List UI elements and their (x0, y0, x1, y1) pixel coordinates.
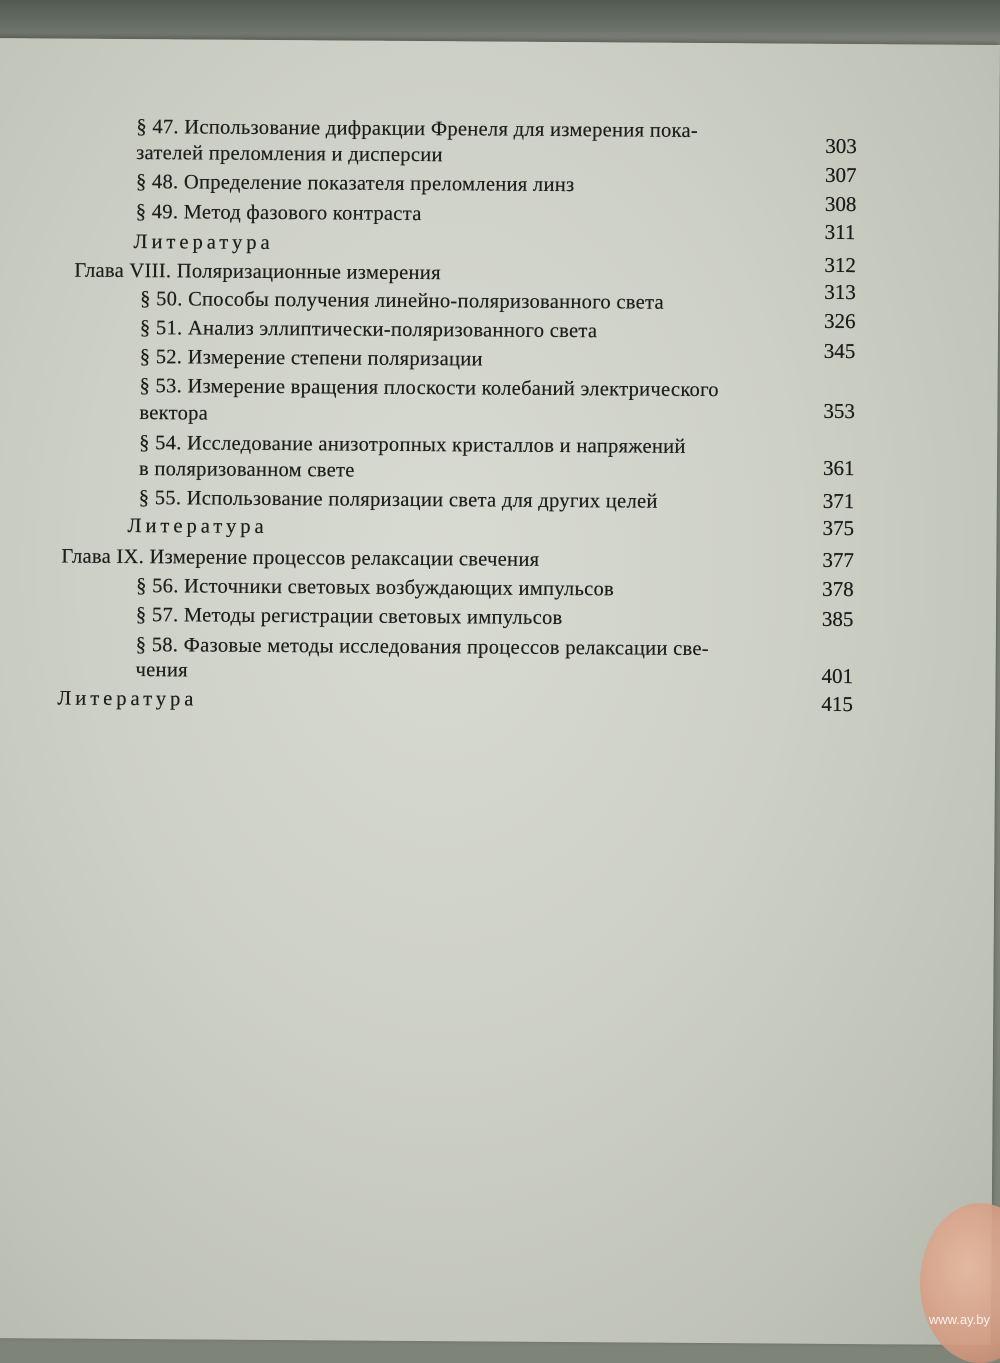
toc-entry-text: § 57. Методы регистрации световых импульсов (135, 604, 563, 630)
toc-entry-text: § 50. Способы получения линейно-поляризованного света (140, 288, 665, 314)
toc-entry-text: зателей преломления и дисперсии (136, 142, 443, 167)
toc-entry-47 (136, 115, 816, 144)
toc-entry-text: § 47. Использование дифракции Френеля для измерения пока- (136, 116, 699, 142)
site-watermark: www.ay.by (928, 1312, 990, 1327)
toc-page-number: 385 (821, 606, 854, 632)
toc-page-number: 345 (823, 338, 856, 364)
toc-page-number: 415 (821, 691, 853, 717)
toc-page-number: 401 (821, 663, 854, 689)
toc-entry-text: § 49. Метод фазового контраста (135, 201, 422, 226)
toc-entry-47-cont (136, 141, 443, 167)
toc-entry-text: § 48. Определение показателя преломления линз (135, 171, 575, 197)
toc-entry-text: Литература (57, 687, 198, 711)
toc-entry-48 (136, 170, 575, 197)
toc-page-number: 312 (824, 252, 857, 278)
toc-entry-text: § 56. Источники световых возбуждающих импульсов (136, 575, 615, 601)
toc-entry-text: Литература (127, 514, 268, 538)
toc-page-number: 307 (824, 162, 857, 188)
toc-page-number: 313 (824, 279, 856, 305)
toc-entry-text: Литература (133, 231, 274, 254)
toc-entry-56 (136, 574, 614, 601)
toc-page-number: 361 (822, 455, 855, 481)
toc-page-number: 303 (825, 133, 857, 159)
toc-page-number: 353 (823, 398, 856, 424)
toc-entry-58-cont (136, 658, 188, 682)
toc-entry-text: вектора (139, 402, 209, 425)
table-of-contents (0, 38, 990, 1345)
toc-entry-text: § 58. Фазовые методы исследования процессов релаксации све- (135, 634, 710, 661)
toc-chapter-8 (74, 259, 441, 286)
toc-page-number: 378 (822, 576, 854, 602)
toc-entry-text: § 53. Измерение вращения плоскости колебаний электрического (139, 375, 719, 402)
toc-entry-literature (128, 514, 268, 539)
toc-entry-text: Глава IX. Измерение процессов релаксации свечения (61, 545, 540, 571)
toc-entry-51 (140, 316, 598, 343)
toc-page-number: 308 (824, 191, 857, 217)
toc-page-number: 326 (823, 308, 856, 334)
toc-page-number: 377 (822, 547, 854, 573)
toc-page-number: 311 (824, 219, 856, 245)
toc-entry-text: Глава VIII. Поляризационные измерения (74, 259, 441, 285)
toc-entry-54-cont (139, 457, 355, 483)
toc-entry-50 (140, 287, 664, 315)
toc-entry-49 (136, 200, 422, 226)
toc-entry-text: § 55. Использование поляризации света для других целей (138, 487, 658, 513)
toc-chapter-9 (61, 545, 539, 572)
toc-entry-53 (139, 374, 809, 403)
toc-entry-literature (57, 686, 197, 711)
toc-entry-text: § 51. Анализ эллиптически-поляризованного света (139, 317, 598, 343)
toc-page-number: 371 (822, 488, 855, 514)
toc-entry-57 (136, 603, 563, 630)
toc-entry-52 (140, 345, 483, 371)
toc-entry-58 (136, 633, 804, 662)
toc-entry-text: чения (135, 659, 188, 682)
toc-entry-literature (133, 230, 273, 255)
toc-page-number: 375 (822, 515, 855, 541)
toc-entry-text: § 52. Измерение степени поляризации (139, 346, 483, 371)
toc-entry-55 (139, 486, 658, 514)
toc-entry-54 (139, 431, 809, 460)
book-page (0, 38, 1000, 1345)
toc-entry-text: § 54. Исследование анизотропных кристаллов и напряжений (139, 432, 686, 458)
toc-entry-text: в поляризованном свете (138, 458, 355, 482)
toc-entry-53-cont (139, 401, 208, 425)
